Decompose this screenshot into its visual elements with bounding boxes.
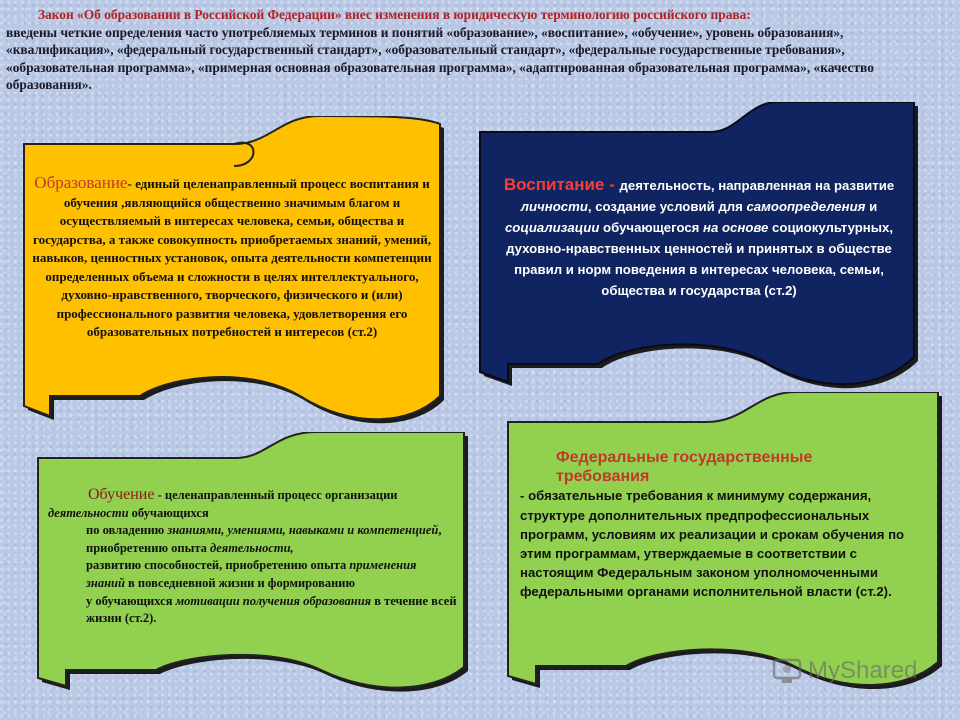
- upbringing-term: Воспитание: [503, 175, 605, 194]
- upbringing-part5: социокультурных, духовно-нравственных ценностей и принятых в обществе правил и норм поведения в интересах человека, семьи, общества и государства (ст.2): [506, 220, 894, 298]
- upbringing-em-basis: на основе: [703, 220, 769, 235]
- training-line4-end: в течение всей жизни (ст.2).: [86, 593, 457, 626]
- upbringing-part1: деятельность, направленная на развитие: [619, 178, 895, 193]
- training-em-skills: знаниями, умениями, навыками и компетенцией: [167, 523, 439, 538]
- upbringing-part2: , создание условий для: [587, 199, 747, 214]
- training-em-motivation: мотивации получения образования: [175, 593, 372, 608]
- training-em-apply: применения знаний: [86, 558, 417, 590]
- training-line1-end: обучающихся: [128, 505, 209, 520]
- training-dash: -: [154, 488, 165, 502]
- watermark: [772, 656, 917, 686]
- watermark-text: MyShared: [808, 657, 918, 684]
- education-dash: -: [127, 176, 136, 191]
- upbringing-em-personality: личности: [520, 199, 588, 214]
- watermark-logo-icon: [772, 656, 802, 686]
- training-item-motivation: [48, 593, 458, 628]
- education-definition: единый целенаправленный процесс воспитания и обучения ,являющийся общественно значимым благом и осуществляемый в интересах человека, семьи, общества и государства, а также совокупность приобретаемых знаний, умений, навыков, ценностных установок, опыта деятельности компетенции определенных объема и сложности в целях интеллектуального, духовно-нравственного, творческого, физического и (или) профессионального развития человека, удовлетворения его образовательных потребностей и интересов (ст.2): [32, 176, 432, 339]
- fgt-term: Федеральные государственные требования: [556, 449, 813, 486]
- training-line2-end: , приобретению опыта: [86, 523, 442, 555]
- fgt-dash: -: [520, 488, 529, 504]
- training-em-activity: деятельности: [48, 505, 129, 520]
- intro-lead: Закон «Об образовании в Российской Федерации» внес изменения в юридическую терминологию российского права:: [38, 7, 751, 22]
- education-text: [32, 174, 432, 342]
- training-em-activity2: деятельности,: [210, 540, 294, 555]
- training-panel: [36, 432, 468, 694]
- training-text: [48, 486, 458, 628]
- training-line3: развитию способностей, приобретению опыта: [86, 558, 350, 573]
- training-line3-end: в повседневной жизни и формированию: [124, 575, 356, 590]
- upbringing-dash: -: [604, 175, 620, 194]
- training-term: Обучение: [88, 486, 155, 503]
- upbringing-em-socialization: социализации: [504, 220, 600, 235]
- training-line2: по овладению: [86, 523, 168, 538]
- training-item-abilities: [48, 557, 458, 592]
- upbringing-panel: [478, 102, 920, 392]
- upbringing-em-selfdetermination: самоопределения: [746, 199, 866, 214]
- education-term: Образование: [34, 173, 128, 192]
- upbringing-text: [492, 174, 906, 301]
- intro-text: [6, 6, 946, 94]
- training-line4: у обучающихся: [86, 593, 176, 608]
- fgt-text: [520, 448, 910, 602]
- upbringing-part3: и: [865, 199, 878, 214]
- education-panel: [20, 116, 446, 428]
- fgt-panel: [506, 392, 942, 692]
- upbringing-part4: обучающегося: [599, 220, 704, 235]
- training-line1: целенаправленный процесс организации: [164, 488, 398, 502]
- intro-body: введены четкие определения часто употребляемых терминов и понятий «образование», «воспитание», «обучение», уровень образования», «квалификация», «федеральный государственный стандарт», «образовательный стандарт», «федеральные государственные требования», «образовательная программа», «примерная основная образовательная программа», «адаптированная образовательная программа», «качество образования».: [6, 24, 874, 92]
- fgt-definition: обязательные требования к минимуму содержания, структуре дополнительных предпрофессиональных программ, условиям их реализации и срокам обучения по этим программам, утверждаемые в соответствии с настоящим Федеральным законом уполномоченными федеральными органами исполнительной власти (ст.2).: [520, 488, 905, 600]
- training-item-mastery: [48, 522, 458, 557]
